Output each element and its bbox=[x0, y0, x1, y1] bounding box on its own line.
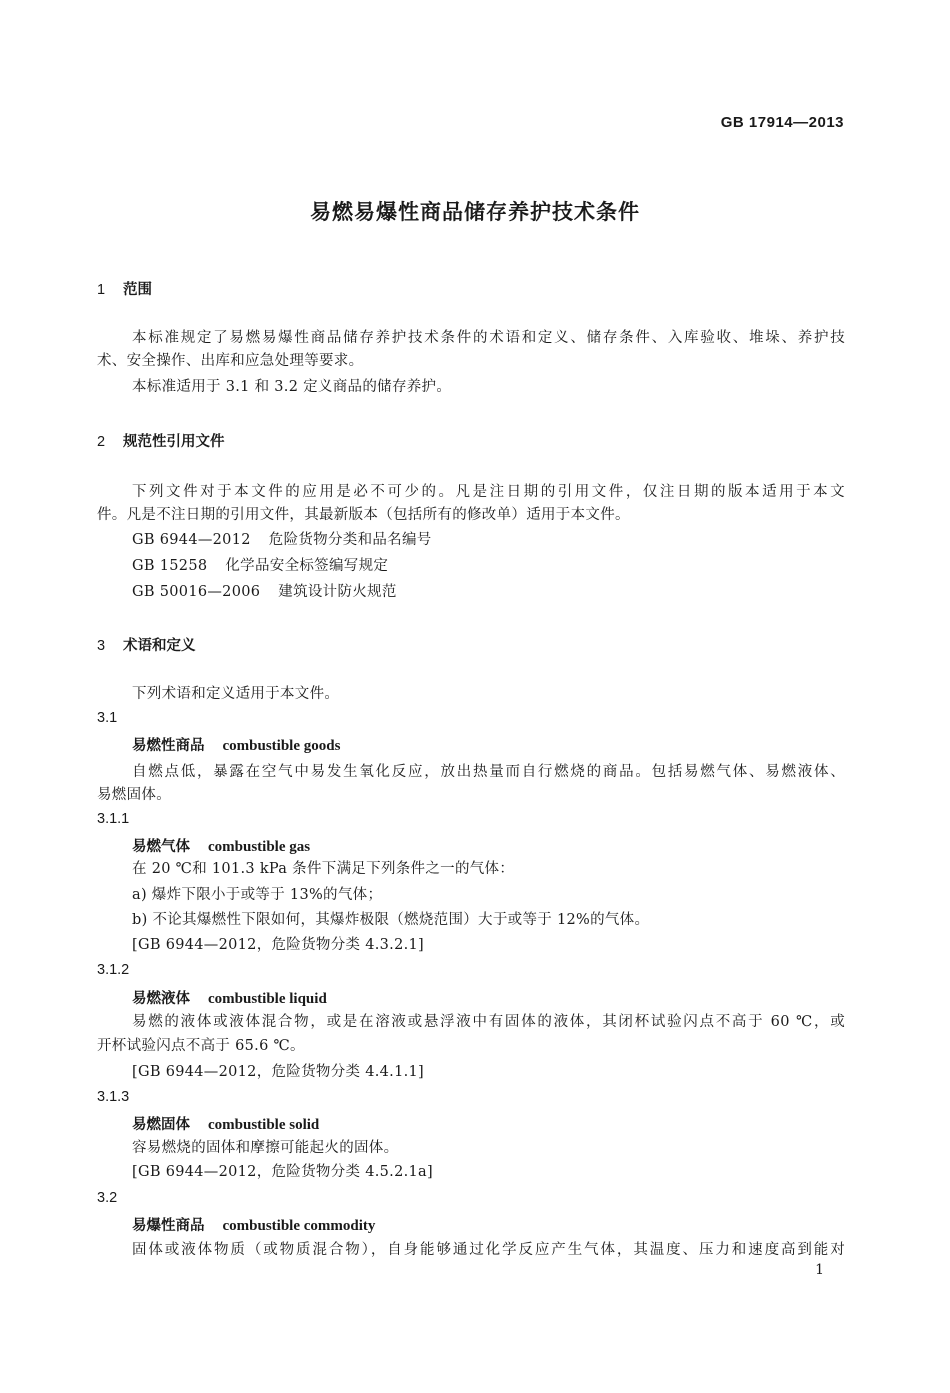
term-heading bbox=[132, 1113, 319, 1134]
term-heading bbox=[132, 1214, 375, 1235]
reference-item bbox=[132, 528, 432, 553]
term-number: 3.1.1 bbox=[97, 811, 130, 827]
term-en: combustible solid bbox=[208, 1117, 320, 1133]
term-heading bbox=[132, 734, 340, 755]
term-cn: 易爆性商品 bbox=[132, 1218, 205, 1234]
definition-line: 固体或液体物质（或物质混合物），自身能够通过化学反应产生气体，其温度、压力和速度高到能对 bbox=[132, 1242, 845, 1258]
source-reference: [GB 6944—2012，危险货物分类 4.3.2.1] bbox=[132, 937, 425, 953]
term-en: combustible goods bbox=[222, 738, 341, 754]
term-en: combustible gas bbox=[208, 839, 311, 855]
term-number: 3.1.2 bbox=[97, 962, 130, 978]
reference-code: GB 15258 bbox=[132, 558, 208, 574]
term-heading bbox=[132, 987, 327, 1008]
paragraph-line: 本标准规定了易燃易爆性商品储存养护技术条件的术语和定义、储存条件、入库验收、堆垛、养护技 bbox=[132, 330, 845, 346]
section-1-heading bbox=[97, 278, 152, 299]
source-reference: [GB 6944—2012，危险货物分类 4.4.1.1] bbox=[132, 1064, 425, 1080]
section-2-heading bbox=[97, 430, 225, 451]
list-item: b) 不论其爆燃性下限如何，其爆炸极限（燃烧范围）大于或等于 12%的气体。 bbox=[132, 912, 650, 928]
section-title: 范围 bbox=[123, 282, 152, 298]
term-cn: 易燃液体 bbox=[132, 991, 190, 1007]
reference-code: GB 6944—2012 bbox=[132, 532, 251, 548]
definition-line: 易燃固体。 bbox=[97, 787, 171, 803]
reference-item bbox=[132, 554, 388, 579]
term-heading bbox=[132, 835, 310, 856]
reference-code: GB 50016—2006 bbox=[132, 584, 261, 600]
term-number: 3.1.3 bbox=[97, 1089, 130, 1105]
term-cn: 易燃性商品 bbox=[132, 738, 205, 754]
section-number: 3 bbox=[97, 638, 106, 654]
section-title: 术语和定义 bbox=[123, 638, 196, 654]
paragraph-line: 下列文件对于本文件的应用是必不可少的。凡是注日期的引用文件，仅注日期的版本适用于本文 bbox=[132, 484, 845, 500]
definition-line: 开杯试验闪点不高于 65.6 ℃。 bbox=[97, 1038, 305, 1054]
section-number: 1 bbox=[97, 282, 106, 298]
document-title: 易燃易爆性商品储存养护技术条件 bbox=[310, 200, 640, 224]
definition: 容易燃烧的固体和摩擦可能起火的固体。 bbox=[132, 1140, 399, 1156]
list-item: a) 爆炸下限小于或等于 13%的气体； bbox=[132, 887, 383, 903]
paragraph-line: 件。凡是不注日期的引用文件，其最新版本（包括所有的修改单）适用于本文件。 bbox=[97, 507, 630, 523]
reference-item bbox=[132, 580, 397, 605]
term-en: combustible commodity bbox=[222, 1218, 376, 1234]
source-reference: [GB 6944—2012，危险货物分类 4.5.2.1a] bbox=[132, 1164, 433, 1180]
term-cn: 易燃固体 bbox=[132, 1117, 190, 1133]
term-number: 3.1 bbox=[97, 710, 118, 726]
page-number: 1 bbox=[815, 1262, 824, 1278]
reference-name: 建筑设计防火规范 bbox=[278, 584, 397, 600]
reference-name: 危险货物分类和品名编号 bbox=[268, 532, 432, 548]
section-title: 规范性引用文件 bbox=[123, 434, 225, 450]
term-number: 3.2 bbox=[97, 1190, 118, 1206]
definition-line: 易燃的液体或液体混合物，或是在溶液或悬浮液中有固体的液体，其闭杯试验闪点不高于 60 ℃，或 bbox=[132, 1014, 845, 1030]
section-number: 2 bbox=[97, 434, 106, 450]
term-en: combustible liquid bbox=[208, 991, 327, 1007]
section-3-heading bbox=[97, 634, 196, 655]
term-cn: 易燃气体 bbox=[132, 839, 190, 855]
definition: 在 20 ℃和 101.3 kPa 条件下满足下列条件之一的气体： bbox=[132, 861, 515, 877]
paragraph-line: 术、安全操作、出库和应急处理等要求。 bbox=[97, 353, 364, 369]
standard-code: GB 17914—2013 bbox=[720, 114, 844, 131]
reference-name: 化学品安全标签编写规定 bbox=[225, 558, 389, 574]
paragraph: 本标准适用于 3.1 和 3.2 定义商品的储存养护。 bbox=[132, 379, 452, 395]
paragraph: 下列术语和定义适用于本文件。 bbox=[132, 686, 340, 702]
definition-line: 自燃点低，暴露在空气中易发生氧化反应，放出热量而自行燃烧的商品。包括易燃气体、易燃液体、 bbox=[132, 764, 845, 780]
